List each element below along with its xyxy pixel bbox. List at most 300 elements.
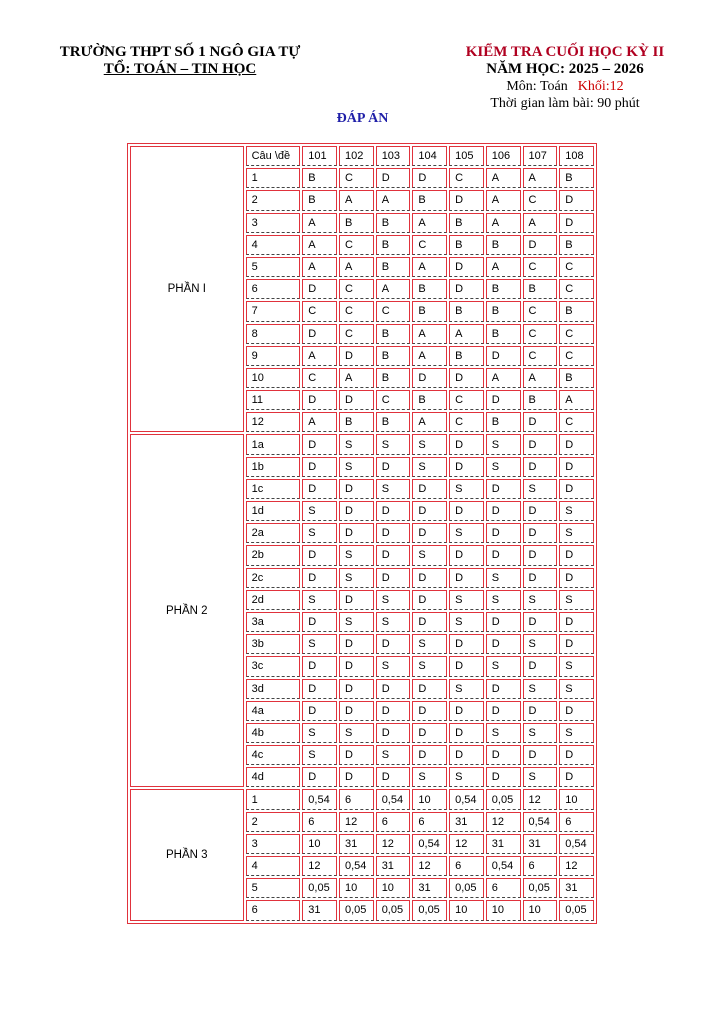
question-number: 1 [246, 168, 301, 188]
answer-cell: D [412, 679, 447, 699]
answer-cell: D [376, 568, 411, 588]
answer-cell: A [486, 190, 521, 210]
answer-cell: D [339, 745, 374, 765]
answer-cell: A [376, 190, 411, 210]
answer-cell: B [449, 346, 484, 366]
answer-cell: C [302, 368, 337, 388]
answer-cell: D [302, 324, 337, 344]
answer-cell: D [486, 679, 521, 699]
answer-cell: D [376, 545, 411, 565]
answer-cell: D [486, 479, 521, 499]
answer-cell: S [523, 479, 558, 499]
exam-header [420, 44, 710, 78]
exam-code-header: 102 [339, 146, 374, 166]
answer-cell: S [302, 745, 337, 765]
answer-cell: A [412, 324, 447, 344]
answer-table [127, 143, 597, 924]
answer-cell: 10 [486, 900, 521, 920]
school-header [0, 44, 360, 78]
department-name: TỔ: TOÁN – TIN HỌC [103, 61, 257, 77]
subject-line [420, 78, 710, 95]
answer-cell: C [302, 301, 337, 321]
school-name: TRƯỜNG THPT SỐ 1 NGÔ GIA TỰ [59, 44, 301, 60]
question-number: 5 [246, 257, 301, 277]
question-number: 8 [246, 324, 301, 344]
answer-cell: C [559, 346, 594, 366]
answer-cell: 0,05 [412, 900, 447, 920]
answer-cell: 0,05 [302, 878, 337, 898]
answer-cell: S [486, 590, 521, 610]
school-year: NĂM HỌC: 2025 – 2026 [486, 61, 644, 77]
answer-cell: C [523, 346, 558, 366]
answer-cell: B [523, 390, 558, 410]
answer-cell: D [412, 590, 447, 610]
answer-cell: A [376, 279, 411, 299]
question-number: 2a [246, 523, 301, 543]
answer-cell: D [302, 434, 337, 454]
answer-cell: D [412, 568, 447, 588]
question-number: 6 [246, 279, 301, 299]
answer-cell: S [486, 457, 521, 477]
answer-cell: D [376, 457, 411, 477]
answer-cell: 31 [559, 878, 594, 898]
answer-cell: C [339, 301, 374, 321]
answer-cell: B [523, 279, 558, 299]
answer-cell: D [486, 767, 521, 787]
question-number: 11 [246, 390, 301, 410]
answer-cell: 12 [339, 812, 374, 832]
answer-cell: C [339, 279, 374, 299]
answer-cell: C [339, 235, 374, 255]
answer-cell: D [412, 501, 447, 521]
answer-cell: D [486, 346, 521, 366]
answer-cell: 6 [302, 812, 337, 832]
answer-cell: B [376, 412, 411, 432]
answer-cell: C [339, 324, 374, 344]
answer-cell: A [412, 412, 447, 432]
question-number: 3a [246, 612, 301, 632]
answer-cell: D [376, 767, 411, 787]
exam-code-header: 105 [449, 146, 484, 166]
question-number: 9 [246, 346, 301, 366]
answer-cell: D [449, 501, 484, 521]
answer-cell: D [302, 457, 337, 477]
answer-cell: B [449, 301, 484, 321]
answer-cell: D [339, 679, 374, 699]
answer-cell: 6 [449, 856, 484, 876]
corner-header: Câu \đề [246, 146, 301, 166]
question-number: 4a [246, 701, 301, 721]
answer-cell: 0,54 [559, 834, 594, 854]
answer-cell: D [449, 257, 484, 277]
answer-cell: A [559, 390, 594, 410]
answer-cell: D [376, 523, 411, 543]
answer-cell: D [376, 701, 411, 721]
answer-cell: A [523, 213, 558, 233]
answer-cell: C [523, 301, 558, 321]
table-header-row [130, 146, 594, 166]
answer-cell: S [523, 634, 558, 654]
answer-cell: 10 [559, 789, 594, 809]
answer-cell: D [449, 434, 484, 454]
answer-cell: D [449, 723, 484, 743]
answer-cell: 12 [486, 812, 521, 832]
answer-cell: 0,54 [339, 856, 374, 876]
question-number: 2b [246, 545, 301, 565]
answer-cell: 0,05 [486, 789, 521, 809]
answer-cell: D [486, 390, 521, 410]
answer-cell: D [559, 434, 594, 454]
answer-cell: D [486, 745, 521, 765]
answer-cell: 6 [523, 856, 558, 876]
answer-cell: D [559, 612, 594, 632]
question-number: 3 [246, 834, 301, 854]
answer-cell: A [523, 368, 558, 388]
question-number: 6 [246, 900, 301, 920]
answer-cell: A [339, 368, 374, 388]
answer-cell: 31 [302, 900, 337, 920]
answer-cell: D [449, 634, 484, 654]
answer-cell: D [449, 368, 484, 388]
answer-cell: S [559, 656, 594, 676]
answer-cell: D [449, 701, 484, 721]
answer-cell: D [559, 190, 594, 210]
answer-cell: D [523, 568, 558, 588]
time-limit: Thời gian làm bài: 90 phút [490, 96, 640, 111]
answer-cell: D [559, 545, 594, 565]
answer-cell: D [449, 745, 484, 765]
answer-cell: B [302, 168, 337, 188]
exam-code-header: 103 [376, 146, 411, 166]
answer-cell: D [302, 656, 337, 676]
answer-cell: C [559, 279, 594, 299]
question-number: 4d [246, 767, 301, 787]
answer-cell: D [449, 457, 484, 477]
answer-cell: A [486, 257, 521, 277]
answer-cell: S [412, 434, 447, 454]
answer-cell: B [559, 235, 594, 255]
answer-cell: A [523, 168, 558, 188]
answer-cell: D [559, 767, 594, 787]
exam-code-header: 108 [559, 146, 594, 166]
answer-cell: C [449, 390, 484, 410]
question-number: 2 [246, 812, 301, 832]
answer-cell: D [559, 701, 594, 721]
answer-cell: 6 [412, 812, 447, 832]
answer-cell: A [486, 168, 521, 188]
answer-cell: 31 [376, 856, 411, 876]
answer-cell: B [486, 279, 521, 299]
answer-cell: S [376, 612, 411, 632]
answer-cell: 31 [523, 834, 558, 854]
answer-cell: C [523, 257, 558, 277]
answer-cell: D [376, 679, 411, 699]
answer-cell: S [486, 723, 521, 743]
answer-cell: 31 [412, 878, 447, 898]
exam-code-header: 107 [523, 146, 558, 166]
answer-cell: S [449, 612, 484, 632]
answer-cell: 0,54 [486, 856, 521, 876]
answer-cell: B [412, 190, 447, 210]
answer-cell: C [449, 412, 484, 432]
question-number: 2c [246, 568, 301, 588]
answer-cell: S [559, 523, 594, 543]
answer-cell: C [523, 324, 558, 344]
answer-cell: D [486, 523, 521, 543]
answer-cell: D [302, 701, 337, 721]
answer-cell: S [376, 479, 411, 499]
answer-cell: S [412, 656, 447, 676]
answer-cell: D [559, 479, 594, 499]
answer-cell: S [339, 457, 374, 477]
answer-cell: 12 [376, 834, 411, 854]
answer-cell: 6 [486, 878, 521, 898]
answer-cell: 0,54 [523, 812, 558, 832]
answer-cell: B [486, 412, 521, 432]
answer-cell: B [376, 213, 411, 233]
answer-cell: S [339, 434, 374, 454]
question-number: 1c [246, 479, 301, 499]
answer-cell: D [486, 612, 521, 632]
answer-cell: B [449, 213, 484, 233]
answer-cell: A [412, 213, 447, 233]
answer-cell: A [339, 257, 374, 277]
answer-cell: A [339, 190, 374, 210]
answer-cell: D [412, 523, 447, 543]
answer-cell: 31 [449, 812, 484, 832]
answer-cell: S [339, 723, 374, 743]
answer-cell: 12 [523, 789, 558, 809]
answer-cell: S [412, 457, 447, 477]
answer-cell: A [486, 213, 521, 233]
answer-cell: B [339, 412, 374, 432]
answer-cell: D [302, 568, 337, 588]
answer-cell: D [302, 767, 337, 787]
question-number: 4c [246, 745, 301, 765]
answer-cell: D [302, 479, 337, 499]
answer-cell: D [376, 501, 411, 521]
question-number: 5 [246, 878, 301, 898]
answer-cell: D [412, 168, 447, 188]
answer-cell: B [559, 368, 594, 388]
question-number: 4 [246, 235, 301, 255]
answer-cell: C [412, 235, 447, 255]
answer-cell: D [339, 656, 374, 676]
answer-cell: B [412, 390, 447, 410]
answer-cell: C [559, 412, 594, 432]
answer-cell: S [339, 568, 374, 588]
answer-cell: 0,05 [523, 878, 558, 898]
part-label: PHẦN 2 [130, 434, 244, 787]
answer-cell: B [449, 235, 484, 255]
answer-cell: A [302, 346, 337, 366]
answer-cell: 10 [339, 878, 374, 898]
answer-cell: C [449, 168, 484, 188]
answer-cell: 31 [486, 834, 521, 854]
answer-cell: D [559, 745, 594, 765]
question-number: 4b [246, 723, 301, 743]
exam-code-header: 101 [302, 146, 337, 166]
answer-cell: 0,05 [559, 900, 594, 920]
answer-cell: A [302, 257, 337, 277]
answer-cell: B [412, 301, 447, 321]
part-label: PHẦN I [130, 146, 244, 432]
answer-cell: D [523, 701, 558, 721]
answer-cell: S [559, 590, 594, 610]
answer-cell: D [339, 767, 374, 787]
answer-cell: D [486, 545, 521, 565]
answer-cell: S [302, 501, 337, 521]
answer-cell: D [339, 390, 374, 410]
answer-cell: S [302, 590, 337, 610]
answer-cell: 0,54 [449, 789, 484, 809]
answer-cell: D [523, 545, 558, 565]
exam-name: KIỂM TRA CUỐI HỌC KỲ II [465, 44, 665, 60]
answer-cell: 0,05 [449, 878, 484, 898]
answer-cell: 12 [412, 856, 447, 876]
question-number: 1a [246, 434, 301, 454]
answer-cell: D [339, 701, 374, 721]
answer-cell: D [339, 501, 374, 521]
answer-cell: D [376, 634, 411, 654]
answer-cell: S [449, 590, 484, 610]
answer-cell: A [412, 346, 447, 366]
answer-cell: 10 [302, 834, 337, 854]
answer-cell: D [376, 168, 411, 188]
answer-cell: D [376, 723, 411, 743]
answer-cell: D [412, 479, 447, 499]
answer-cell: S [376, 656, 411, 676]
answer-cell: 10 [376, 878, 411, 898]
answer-cell: 6 [376, 812, 411, 832]
answer-cell: A [302, 412, 337, 432]
answer-cell: 0,05 [339, 900, 374, 920]
answer-cell: D [412, 612, 447, 632]
answer-cell: C [559, 257, 594, 277]
answer-cell: B [486, 324, 521, 344]
answer-cell: S [412, 767, 447, 787]
question-number: 12 [246, 412, 301, 432]
answer-cell: D [449, 568, 484, 588]
answer-cell: 0,54 [376, 789, 411, 809]
answer-cell: S [376, 590, 411, 610]
answer-cell: S [449, 479, 484, 499]
answer-cell: 0,54 [302, 789, 337, 809]
answer-cell: 12 [559, 856, 594, 876]
answer-cell: S [523, 723, 558, 743]
answer-cell: B [376, 257, 411, 277]
answer-cell: D [449, 545, 484, 565]
answer-cell: D [523, 501, 558, 521]
answer-cell: D [523, 523, 558, 543]
answer-cell: D [339, 590, 374, 610]
answer-cell: S [523, 767, 558, 787]
answer-cell: 0,54 [412, 834, 447, 854]
question-number: 4 [246, 856, 301, 876]
answer-cell: S [486, 568, 521, 588]
answer-cell: D [302, 545, 337, 565]
answer-cell: D [339, 479, 374, 499]
answer-cell: D [559, 213, 594, 233]
answer-cell: 10 [449, 900, 484, 920]
part-label: PHẦN 3 [130, 789, 244, 920]
answer-cell: S [376, 745, 411, 765]
exam-code-header: 106 [486, 146, 521, 166]
answer-cell: D [449, 656, 484, 676]
answer-cell: D [302, 612, 337, 632]
answer-cell: S [449, 767, 484, 787]
answer-cell: D [302, 279, 337, 299]
answer-cell: D [523, 656, 558, 676]
question-number: 1 [246, 789, 301, 809]
answer-cell: D [523, 434, 558, 454]
answer-cell: 12 [302, 856, 337, 876]
answer-cell: D [449, 279, 484, 299]
answer-cell: C [559, 324, 594, 344]
answer-cell: D [449, 190, 484, 210]
question-number: 3b [246, 634, 301, 654]
answer-cell: D [486, 634, 521, 654]
question-number: 2d [246, 590, 301, 610]
answer-cell: C [523, 190, 558, 210]
answer-cell: D [523, 745, 558, 765]
answer-cell: A [302, 213, 337, 233]
answer-cell: D [559, 568, 594, 588]
answer-cell: A [302, 235, 337, 255]
answer-cell: S [412, 634, 447, 654]
exam-code-header: 104 [412, 146, 447, 166]
answer-cell: D [302, 390, 337, 410]
answer-cell: 0,05 [376, 900, 411, 920]
answer-cell: S [339, 612, 374, 632]
answer-cell: B [486, 301, 521, 321]
answer-cell: S [449, 523, 484, 543]
answer-cell: D [523, 235, 558, 255]
answer-cell: A [412, 257, 447, 277]
question-number: 7 [246, 301, 301, 321]
answer-cell: S [302, 723, 337, 743]
answer-cell: D [412, 723, 447, 743]
subject: Môn: Toán [506, 79, 568, 94]
answer-cell: D [339, 634, 374, 654]
answer-cell: S [302, 634, 337, 654]
question-number: 3 [246, 213, 301, 233]
question-number: 10 [246, 368, 301, 388]
answer-cell: D [412, 745, 447, 765]
answer-cell: B [486, 235, 521, 255]
answer-cell: S [449, 679, 484, 699]
question-number: 1b [246, 457, 301, 477]
answer-cell: 6 [339, 789, 374, 809]
answer-cell: B [559, 301, 594, 321]
answer-cell: B [376, 324, 411, 344]
answer-cell: S [559, 501, 594, 521]
question-number: 3d [246, 679, 301, 699]
answer-cell: S [559, 723, 594, 743]
answer-cell: 12 [449, 834, 484, 854]
answer-cell: C [376, 301, 411, 321]
answer-cell: S [559, 679, 594, 699]
answer-cell: 10 [523, 900, 558, 920]
question-number: 1d [246, 501, 301, 521]
answer-cell: D [339, 346, 374, 366]
table-row [130, 789, 594, 809]
answer-cell: D [486, 701, 521, 721]
answer-cell: C [339, 168, 374, 188]
answer-cell: D [559, 634, 594, 654]
answer-cell: S [412, 545, 447, 565]
answer-cell: D [523, 412, 558, 432]
